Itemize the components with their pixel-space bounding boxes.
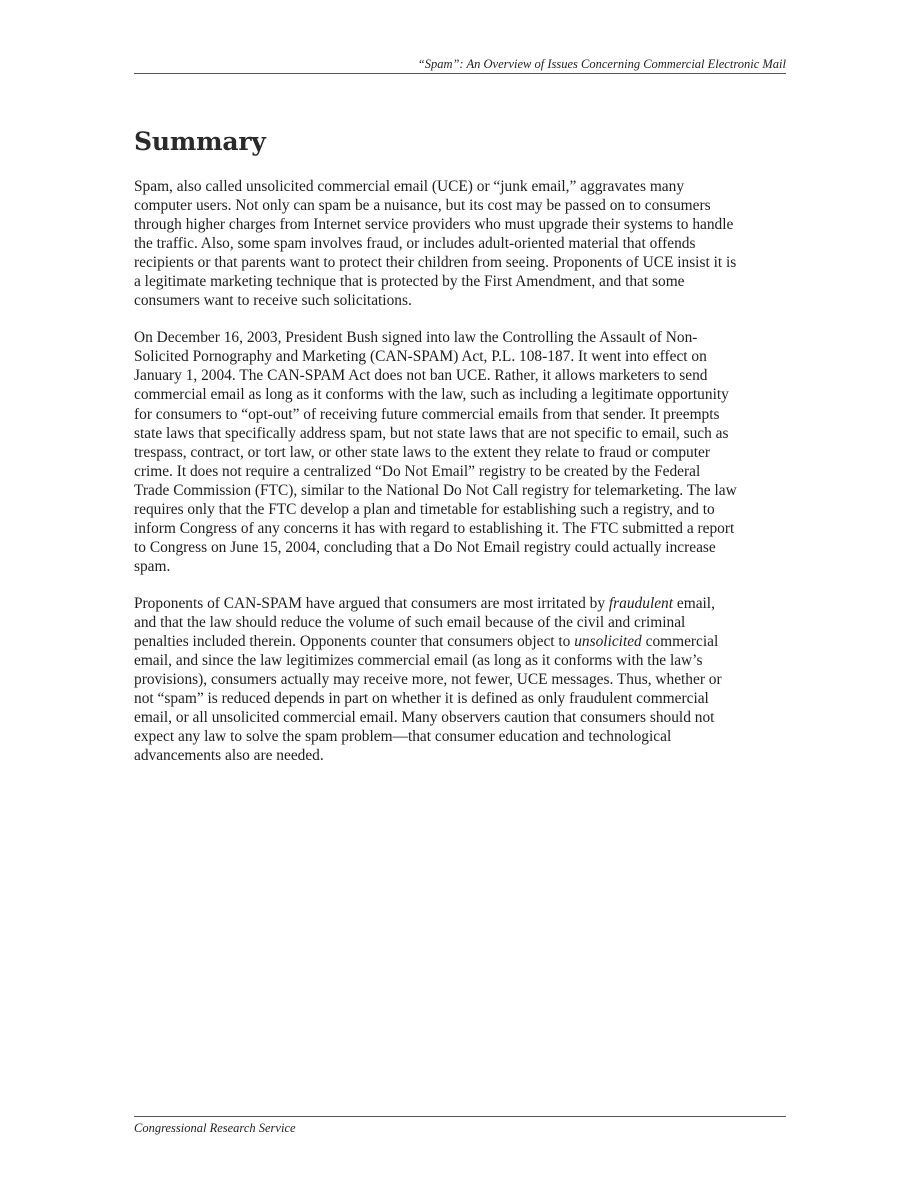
running-header: “Spam”: An Overview of Issues Concerning Commercial Electronic Mail: [417, 57, 786, 71]
footer-divider: [134, 1116, 786, 1117]
paragraph-text-segment: commercial email, and since the law legitimizes commercial email (as long as it conforms with the law’s provisions), consumers actually may receive more, not fewer, UCE messages. Thus, whether or not “spam” is reduced depends in part on whether it is defined as only fraudulent commercial email, or all unsolicited commercial email. Many observers caution that consumers should not expect any law to solve the spam problem—that consumer education and technological advancements also are needed.: [134, 633, 722, 765]
summary-body: [134, 177, 794, 783]
paragraph-can-spam-act: On December 16, 2003, President Bush signed into law the Controlling the Assault of Non- Solicited Pornography and Marketing (CAN-SPAM) Act, P.L. 108-187. It went into effect on January 1, 2004. The CAN-SPAM Act does not ban UCE. Rather, it allows marketers to send commercial email as long as it conforms with the law, such as including a legitimate opportunity for consumers to “opt-out” of receiving future commercial emails from that sender. It preempts state laws that specifically address spam, but not state laws that are not specific to email, such as trespass, contract, or tort law, or other state laws to the extent they relate to fraud or computer crime. It does not require a centralized “Do Not Email” registry to be created by the Federal Trade Commission (FTC), similar to the National Do Not Call registry for telemarketing. The law requires only that the FTC develop a plan and timetable for establishing such a registry, and to inform Congress of any concerns it has with regard to establishing it. The FTC submitted a report to Congress on June 15, 2004, concluding that a Do Not Email registry could actually increase spam.: [134, 329, 737, 575]
emphasis-fraudulent: fraudulent: [608, 594, 674, 612]
paragraph-text-segment: Proponents of CAN-SPAM have argued that consumers are most irritated by: [134, 594, 609, 612]
footer-organization: Congressional Research Service: [134, 1121, 296, 1135]
section-title: Summary: [134, 127, 266, 156]
header-divider: [134, 73, 786, 74]
paragraph-spam-definition: Spam, also called unsolicited commercial email (UCE) or “junk email,” aggravates many computer users. Not only can spam be a nuisance, but its cost may be passed on to consumers through higher charges from Internet service providers who must upgrade their systems to handle the traffic. Also, some spam involves fraud, or includes adult-oriented material that offends recipients or that parents want to protect their children from seeing. Proponents of UCE insist it is a legitimate marketing technique that is protected by the First Amendment, and that some consumers want to receive such solicitations.: [134, 178, 737, 310]
paragraph-proponents-opponents: [134, 594, 794, 765]
paragraph-text-segment: email, and that the law should reduce the volume of such email because of the civil and criminal penalties included therein. Opponents counter that consumers object to: [134, 594, 715, 651]
emphasis-unsolicited: unsolicited: [574, 633, 642, 651]
